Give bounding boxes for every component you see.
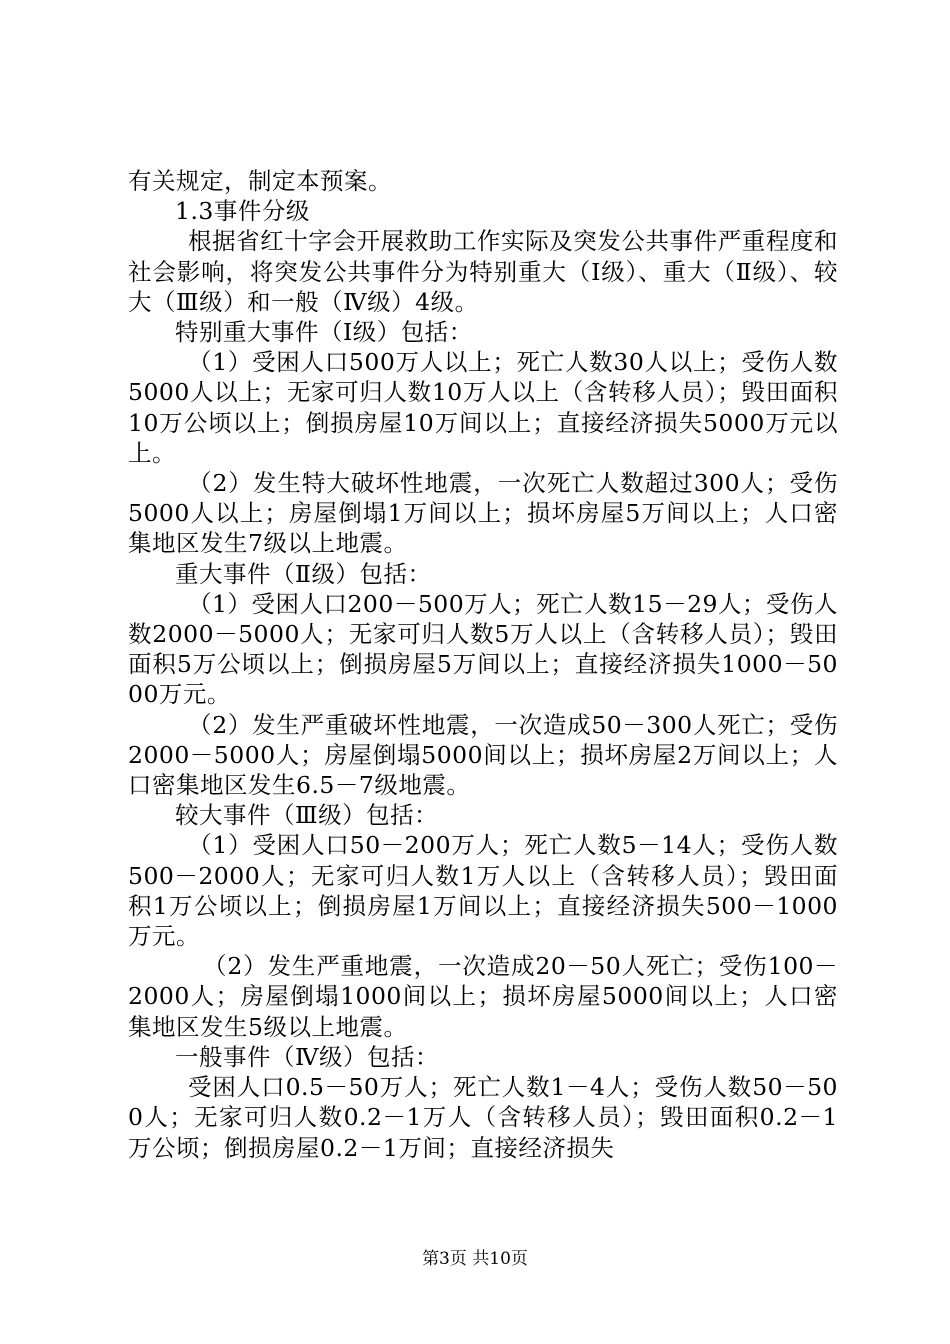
level-3-item-2: （2）发生严重地震，一次造成20－50人死亡；受伤100－2000人；房屋倒塌1000间以上；损坏房屋5000间以上；人口密集地区发生5级以上地震。 <box>128 952 838 1041</box>
level-2-item-1: （1）受困人口200－500万人；死亡人数15－29人；受伤人数2000－5000人；无家可归人数5万人以上（含转移人员）；毁田面积5万公顷以上；倒损房屋5万间以上；直接经济损失1000－5000万元。 <box>128 589 838 709</box>
level-4-heading: 一般事件（Ⅳ级）包括： <box>175 1042 439 1071</box>
page-number-footer: 第3页 共10页 <box>422 1249 528 1269</box>
level-2-heading: 重大事件（Ⅱ级）包括： <box>175 559 432 588</box>
level-1-item-2: （2）发生特大破坏性地震，一次死亡人数超过300人；受伤5000人以上；房屋倒塌1万间以上；损坏房屋5万间以上；人口密集地区发生7级以上地震。 <box>128 469 838 558</box>
level-1-item-1: （1）受困人口500万人以上；死亡人数30人以上；受伤人数5000人以上；无家可归人数10万人以上（含转移人员）；毁田面积10万公顷以上；倒损房屋10万间以上；直接经济损失5000万元以上。 <box>128 348 838 467</box>
paragraph-classification: 根据省红十字会开展救助工作实际及突发公共事件严重程度和社会影响，将突发公共事件分为特别重大（Ⅰ级）、重大（Ⅱ级）、较大（Ⅲ级）和一般（Ⅳ级）4级。 <box>128 227 838 316</box>
document-body <box>128 166 838 1163</box>
level-3-heading: 较大事件（Ⅲ级）包括： <box>175 801 439 830</box>
level-3-item-1: （1）受困人口50－200万人；死亡人数5－14人；受伤人数500－2000人；无家可归人数1万人以上（含转移人员）；毁田面积1万公顷以上；倒损房屋1万间以上；直接经济损失500－1000万元。 <box>128 831 838 951</box>
level-1-heading: 特别重大事件（Ⅰ级）包括： <box>175 318 473 347</box>
level-4-item: 受困人口0.5－50万人；死亡人数1－4人；受伤人数50－500人；无家可归人数0.2－1万人（含转移人员）；毁田面积0.2－1万公顷；倒损房屋0.2－1万间；直接经济损失 <box>128 1073 838 1162</box>
level-2-item-2: （2）发生严重破坏性地震，一次造成50－300人死亡；受伤2000－5000人；房屋倒塌5000间以上；损坏房屋2万间以上；人口密集地区发生6.5－7级地震。 <box>128 710 838 800</box>
section-heading-1-3: 1.3事件分级 <box>175 197 310 226</box>
paragraph-intro-tail: 有关规定，制定本预案。 <box>128 167 392 195</box>
